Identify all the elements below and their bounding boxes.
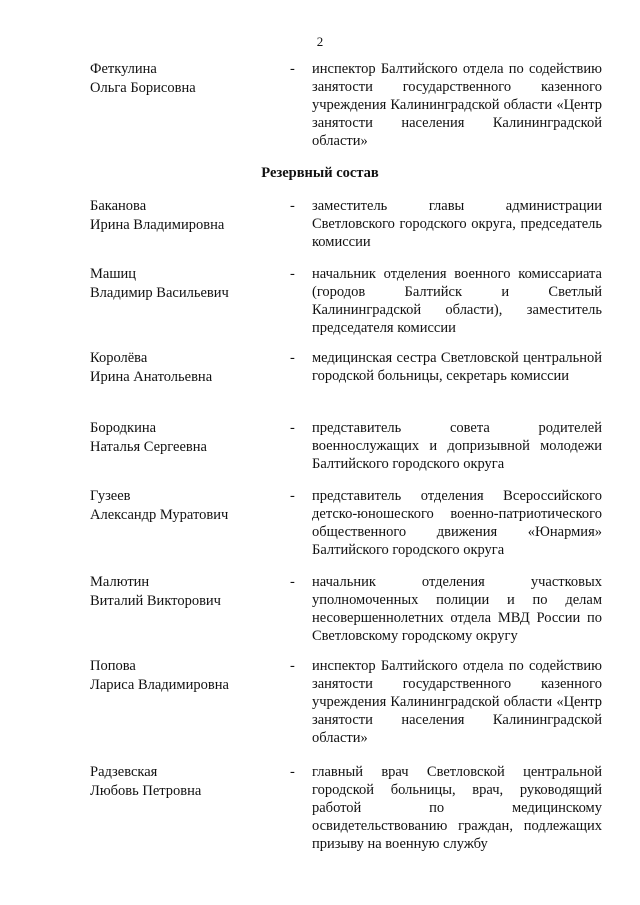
member-surname: Королёва [90,350,148,366]
dash-separator: - [290,266,295,282]
member-surname: Машиц [90,266,137,282]
member-position: представитель отделения Всероссийского детско-юношеского военно-патриотического общественного движения «Юнармия» Балтийского городского округа [312,488,602,558]
member-position: инспектор Балтийского отдела по содействию занятости государственного казенного учреждения Калининградской области «Центр занятости населения Калининградской области» [312,658,602,746]
page-number: 2 [316,34,324,49]
dash-separator: - [290,420,295,436]
member-name [90,265,270,303]
member-position: инспектор Балтийского отдела по содействию занятости государственного казенного учреждения Калининградской области «Центр занятости населения Калининградской области» [312,61,602,149]
member-name [90,60,270,98]
member-name [90,573,270,611]
member-position: начальник отделения участковых уполномоченных полиции и по делам несовершеннолетних отдела МВД России по Светловскому городскому округу [312,574,602,644]
member-given-names: Виталий Викторович [90,593,221,609]
member-given-names: Лариса Владимировна [90,677,229,693]
member-position: начальник отделения военного комиссариата (городов Балтийск и Светлый Калининградской области), заместитель председателя комиссии [312,266,602,336]
member-surname: Баканова [90,198,147,214]
member-surname: Феткулина [90,61,157,77]
member-given-names: Ирина Анатольевна [90,369,213,385]
dash-separator: - [290,488,295,504]
member-name [90,349,270,387]
member-given-names: Ольга Борисовна [90,80,196,96]
member-given-names: Александр Муратович [90,507,229,523]
member-position: главный врач Светловской центральной городской больницы, врач, руководящий работой по медицинскому освидетельствованию граждан, подлежащих призыву на военную службу [312,764,602,852]
member-name [90,657,270,695]
member-surname: Радзевская [90,764,158,780]
member-surname: Попова [90,658,136,674]
member-position: заместитель главы администрации Светловского городского округа, председатель комиссии [312,198,602,250]
member-given-names: Владимир Васильевич [90,285,229,301]
dash-separator: - [290,198,295,214]
member-surname: Малютин [90,574,150,590]
member-name [90,763,270,801]
dash-separator: - [290,658,295,674]
member-surname: Гузеев [90,488,131,504]
dash-separator: - [290,574,295,590]
dash-separator: - [290,61,295,77]
member-given-names: Любовь Петровна [90,783,202,799]
member-given-names: Наталья Сергеевна [90,439,207,455]
dash-separator: - [290,764,295,780]
member-position: медицинская сестра Светловской центральной городской больницы, секретарь комиссии [312,350,602,384]
dash-separator: - [290,350,295,366]
member-given-names: Ирина Владимировна [90,217,225,233]
member-name [90,419,270,457]
section-title: Резервный состав [261,165,379,181]
member-position: представитель совета родителей военнослужащих и допризывной молодежи Балтийского городского округа [312,420,602,472]
member-surname: Бородкина [90,420,157,436]
member-name [90,487,270,525]
member-name [90,197,270,235]
